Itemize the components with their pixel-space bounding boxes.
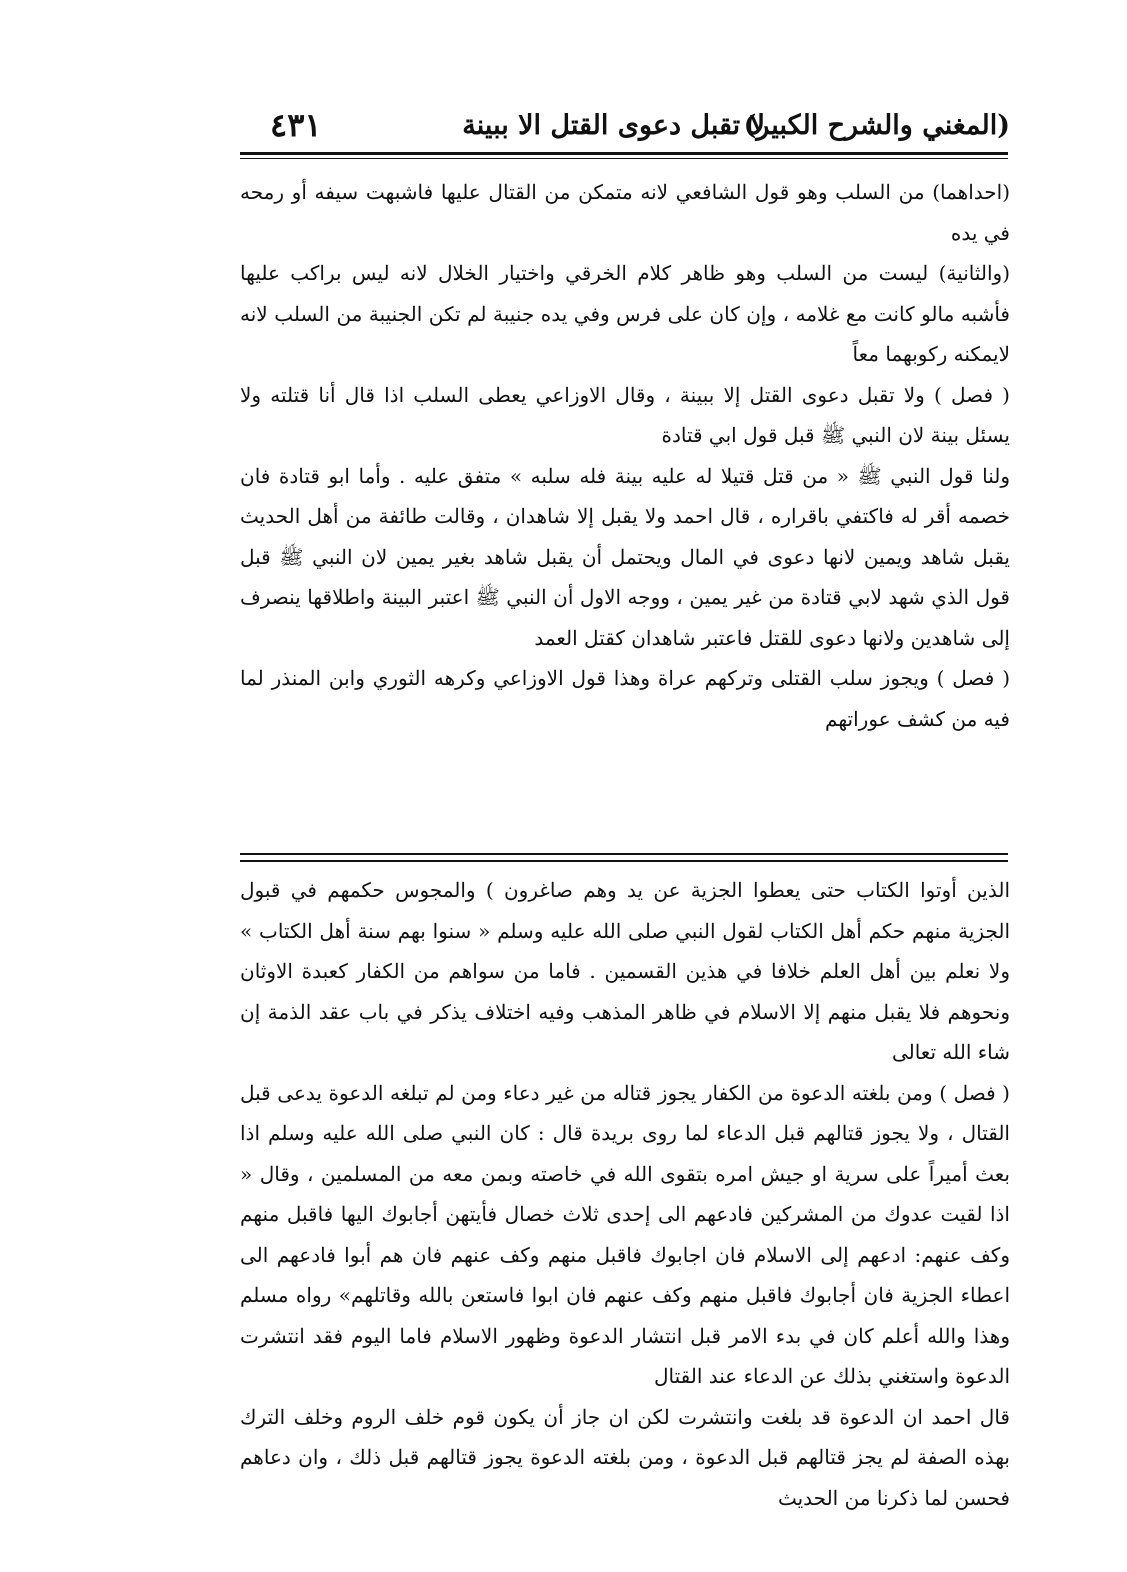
page-number: ٤٣١ — [270, 106, 322, 144]
section-divider-second — [240, 860, 1008, 862]
commentary-paragraph: ( فصل ) ومن بلغته الدعوة من الكفار يجوز قتاله من غير دعاء ومن لم تبلغه الدعوة يدعى قبل القتال ، ولا يجوز قتالهم قبل الدعاء لما روى بريدة قال : كان النبي صلى الله عليه وسلم اذا بعث أميراً على سرية او جيش امره بتقوى الله في خاصته وبمن معه من المسلمين ، وقال « اذا لقيت عدوك من المشركين فادعهم الى إحدى ثلاث خصال فأيتهن أجابوك اليها فاقبل منهم وكف عنهم: ادعهم إلى الاسلام فان اجابوك فاقبل منهم وكف عنهم فان هم أبوا فادعهم الى اعطاء الجزية فان أجابوك فاقبل منهم وكف عنهم فان ابوا فاستعن بالله وقاتلهم» رواه مسلم وهذا والله أعلم كان في بدء الامر قبل انتشار الدعوة وظهور الاسلام فاما اليوم فقد انتشرت الدعوة واستغني بذلك عن الدعاء عند القتال — [240, 1080, 1010, 1388]
chapter-title: لا تقبل دعوى القتل الا ببينة — [462, 109, 765, 141]
main-paragraph: ( فصل ) ولا تقبل دعوى القتل إلا ببينة ، وقال الاوزاعي يعطى السلب اذا قال أنا قتلته ولا يسئل بينة لان النبي ﷺ قبل قول ابي قتادة — [240, 382, 1010, 447]
main-paragraph: (والثانية) ليست من السلب وهو ظاهر كلام الخرقي واختيار الخلال لانه ليس براكب عليها فأشبه مالو كانت مع غلامه ، وإن كان على فرس وفي يده جنيبة لم تكن الجنيبة من السلب لانه لايمكنه ركوبهما معاً — [240, 261, 1010, 366]
main-paragraph: (احداهما) من السلب وهو قول الشافعي لانه متمكن من القتال عليها فاشبهت سيفه أو رمحه في يده — [240, 180, 1010, 245]
commentary-section — [240, 870, 1010, 1518]
commentary-paragraph: الذين أوتوا الكتاب حتى يعطوا الجزية عن يد وهم صاغرون ) والمجوس حكمهم في قبول الجزية منهم حكم أهل الكتاب لقول النبي صلى الله عليه وسلم « سنوا بهم سنة أهل الكتاب » ولا نعلم بين أهل العلم خلافا في هذين القسمين . فاما من سواهم من الكفار كعبدة الاوثان ونحوهم فلا يقبل منهم إلا الاسلام في ظاهر المذهب وفيه اختلاف يذكر في باب عقد الذمة إن شاء الله تعالى — [240, 878, 1010, 1064]
commentary-paragraph: قال احمد ان الدعوة قد بلغت وانتشرت لكن ان جاز أن يكون قوم خلف الروم وخلف الترك بهذه الصفة لم يجز قتالهم قبل الدعوة ، ومن بلغته الدعوة يجوز قتالهم قبل ذلك ، وان دعاهم فحسن لما ذكرنا من الحديث — [240, 1404, 1010, 1510]
section-divider — [240, 853, 1008, 855]
main-text-section — [240, 172, 1010, 739]
header-rule — [240, 152, 1008, 155]
page-header — [240, 100, 1010, 150]
header-rule-thin — [240, 158, 1008, 159]
main-paragraph: ولنا قول النبي ﷺ « من قتل قتيلا له عليه بينة فله سلبه » متفق عليه . وأما ابو قتادة فان خصمه أقر له فاكتفي باقراره ، قال احمد ولا يقبل إلا شاهدان ، وقالت طائفة من أهل الحديث يقبل شاهد ويمين لانها دعوى في المال ويحتمل أن يقبل شاهد بغير يمين لان النبي ﷺ قبل قول الذي شهد لابي قتادة من غير يمين ، ووجه الاول أن النبي ﷺ اعتبر البينة واطلاقها ينصرف إلى شاهدين ولانها دعوى للقتل فاعتبر شاهدان كقتل العمد — [240, 463, 1010, 650]
book-title: (المغني والشرح الكبير) — [743, 109, 1010, 141]
main-paragraph: ( فصل ) ويجوز سلب القتلى وتركهم عراة وهذا قول الاوزاعي وكرهه الثوري وابن المنذر لما فيه من كشف عوراتهم — [240, 666, 1010, 731]
